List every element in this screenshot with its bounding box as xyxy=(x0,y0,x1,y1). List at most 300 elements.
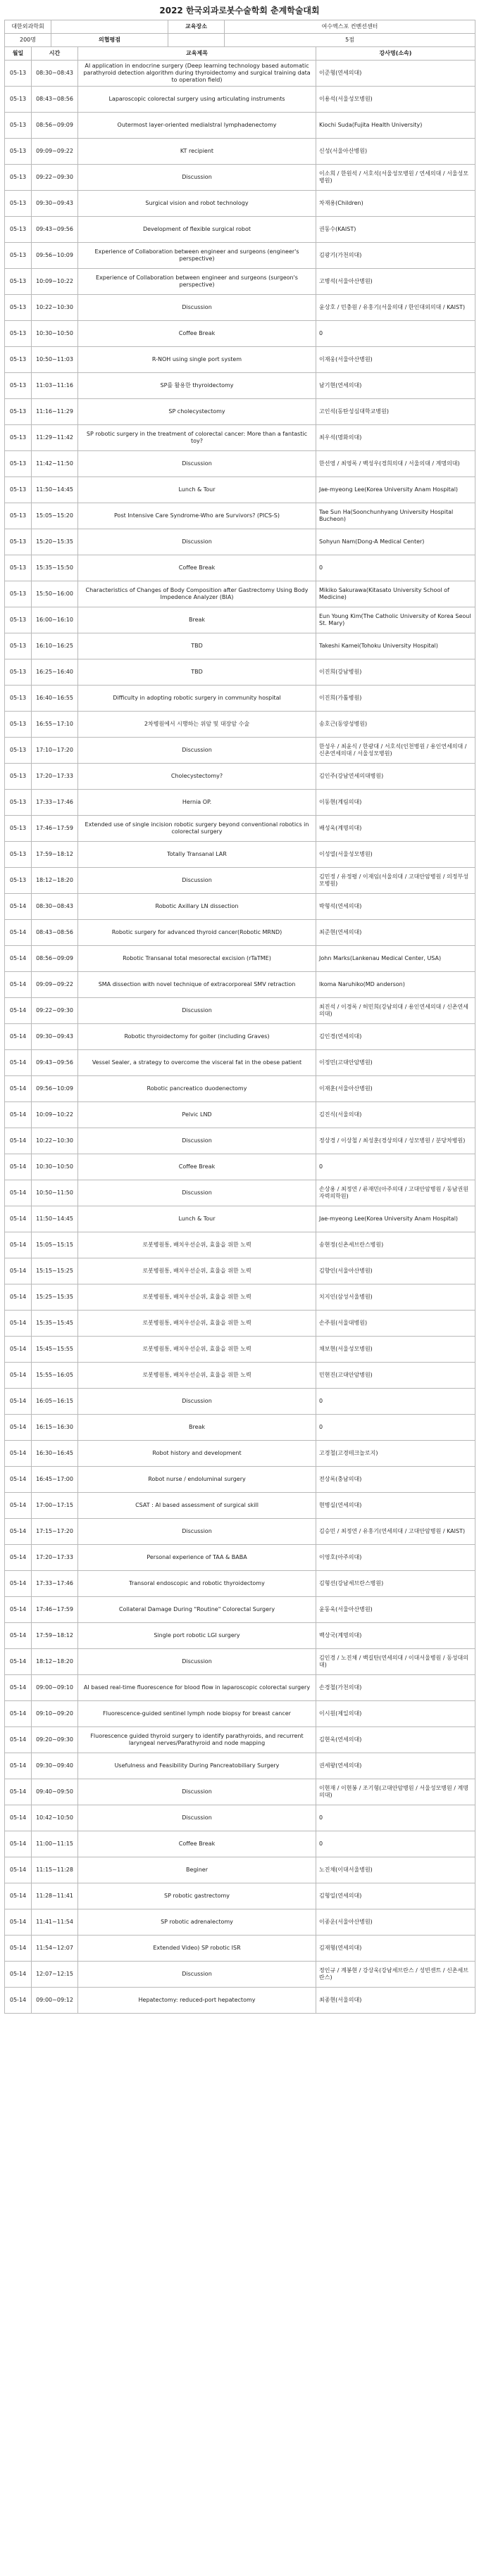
table-row xyxy=(5,1206,475,1232)
topic-cell: Discussion xyxy=(78,1649,316,1675)
speaker-cell: 채보현(서울성모병원) xyxy=(316,1337,475,1363)
header-row xyxy=(5,47,475,61)
topic-cell: Robotic surgery for advanced thyroid cancer(Robotic MRND) xyxy=(78,920,316,946)
speaker-cell: 노진채(이대서울병원) xyxy=(316,1857,475,1883)
topic-cell: CSAT : AI based assessment of surgical skill xyxy=(78,1493,316,1519)
day-cell: 05-14 xyxy=(5,1415,32,1441)
day-cell: 05-13 xyxy=(5,165,32,191)
topic-cell: TBD xyxy=(78,633,316,659)
topic-cell: SP를 활용한 thyroidectomy xyxy=(78,373,316,399)
table-row xyxy=(5,61,475,87)
empty-cell xyxy=(168,34,225,47)
time-cell: 10:09~10:22 xyxy=(32,1102,78,1128)
speaker-cell: 한선영 / 최영록 / 백성우(경희의대 / 서울의대 / 계명의대) xyxy=(316,451,475,477)
time-cell: 09:22~09:30 xyxy=(32,165,78,191)
time-cell: 10:09~10:22 xyxy=(32,269,78,295)
topic-cell: Lunch & Tour xyxy=(78,1206,316,1232)
table-row xyxy=(5,191,475,217)
time-cell: 11:41~11:54 xyxy=(32,1909,78,1936)
table-row xyxy=(5,686,475,712)
day-cell: 05-13 xyxy=(5,61,32,87)
time-cell: 16:30~16:45 xyxy=(32,1441,78,1467)
time-cell: 17:10~17:20 xyxy=(32,738,78,764)
day-cell: 05-13 xyxy=(5,425,32,451)
time-cell: 15:20~15:35 xyxy=(32,529,78,555)
topic-cell: Robotic Axillary LN dissection xyxy=(78,894,316,920)
table-row xyxy=(5,165,475,191)
day-cell: 05-14 xyxy=(5,894,32,920)
time-cell: 17:46~17:59 xyxy=(32,1597,78,1623)
day-cell: 05-13 xyxy=(5,764,32,790)
topic-cell: Cholecystectomy? xyxy=(78,764,316,790)
time-cell: 08:56~09:09 xyxy=(32,113,78,139)
day-cell: 05-14 xyxy=(5,1675,32,1701)
time-cell: 09:30~09:43 xyxy=(32,191,78,217)
time-cell: 15:55~16:05 xyxy=(32,1363,78,1389)
speaker-cell: 김인주(강남연세의대병원) xyxy=(316,764,475,790)
topic-cell: SMA dissection with novel technique of extracorporeal SMV retraction xyxy=(78,972,316,998)
speaker-cell: 정상경 / 이상철 / 최성훈(경상의대 / 성모병원 / 분당차병원) xyxy=(316,1128,475,1154)
speaker-cell: 이정민(고대안암병원) xyxy=(316,1050,475,1076)
topic-cell: Lunch & Tour xyxy=(78,477,316,503)
table-row xyxy=(5,1311,475,1337)
day-cell: 05-14 xyxy=(5,1154,32,1180)
day-cell: 05-13 xyxy=(5,399,32,425)
topic-cell: Extended Video) SP robotic ISR xyxy=(78,1936,316,1962)
topic-cell: Discussion xyxy=(78,1180,316,1206)
time-cell: 08:56~09:09 xyxy=(32,946,78,972)
speaker-cell: 최진석 / 이경록 / 허민희(강남의대 / 용인연세의대 / 신촌연세의대) xyxy=(316,998,475,1024)
header-day: 월일 xyxy=(5,47,32,61)
topic-cell: Beginer xyxy=(78,1857,316,1883)
topic-cell: Vessel Sealer, a strategy to overcome the visceral fat in the obese patient xyxy=(78,1050,316,1076)
table-row xyxy=(5,894,475,920)
table-row xyxy=(5,1441,475,1467)
topic-cell: 로봇병원통, 배치우선순위, 효율을 위한 노력 xyxy=(78,1363,316,1389)
speaker-cell: 김승민 / 최정연 / 유홍기(연세의대 / 고대안암병원 / KAIST) xyxy=(316,1519,475,1545)
time-cell: 08:43~08:56 xyxy=(32,87,78,113)
table-row xyxy=(5,1883,475,1909)
table-row xyxy=(5,764,475,790)
table-row xyxy=(5,425,475,451)
day-cell: 05-14 xyxy=(5,1857,32,1883)
time-cell: 09:30~09:43 xyxy=(32,1024,78,1050)
table-row xyxy=(5,1076,475,1102)
day-cell: 05-13 xyxy=(5,503,32,529)
day-cell: 05-13 xyxy=(5,451,32,477)
table-row xyxy=(5,1050,475,1076)
speaker-cell: 송호근(동양성병원) xyxy=(316,712,475,738)
table-row xyxy=(5,659,475,686)
empty-cell xyxy=(51,20,168,34)
topic-cell: Extended use of single incision robotic surgery beyond conventional robotics in colorectal surgery xyxy=(78,816,316,842)
info-row-venue xyxy=(5,20,475,34)
topic-cell: SP robotic gastrectomy xyxy=(78,1883,316,1909)
table-row xyxy=(5,1337,475,1363)
schedule-body xyxy=(5,61,475,2014)
day-cell: 05-14 xyxy=(5,1050,32,1076)
topic-cell: Development of flexible surgical robot xyxy=(78,217,316,243)
table-row xyxy=(5,1988,475,2014)
speaker-cell: 이준형(연세의대) xyxy=(316,61,475,87)
table-row xyxy=(5,1389,475,1415)
table-row xyxy=(5,87,475,113)
time-cell: 11:03~11:16 xyxy=(32,373,78,399)
time-cell: 08:43~08:56 xyxy=(32,920,78,946)
time-cell: 16:10~16:25 xyxy=(32,633,78,659)
speaker-cell: 송현정(신촌세브란스병원) xyxy=(316,1232,475,1258)
table-row xyxy=(5,269,475,295)
time-cell: 15:35~15:45 xyxy=(32,1311,78,1337)
day-cell: 05-14 xyxy=(5,1571,32,1597)
topic-cell: Discussion xyxy=(78,738,316,764)
day-cell: 05-14 xyxy=(5,1597,32,1623)
time-cell: 09:22~09:30 xyxy=(32,998,78,1024)
table-row xyxy=(5,347,475,373)
time-cell: 16:15~16:30 xyxy=(32,1415,78,1441)
time-cell: 08:30~08:43 xyxy=(32,61,78,87)
topic-cell: Coffee Break xyxy=(78,321,316,347)
table-row xyxy=(5,1024,475,1050)
speaker-cell: 0 xyxy=(316,1154,475,1180)
day-cell: 05-14 xyxy=(5,1649,32,1675)
score-value: 5점 xyxy=(225,34,475,47)
table-row xyxy=(5,1649,475,1675)
table-row xyxy=(5,946,475,972)
speaker-cell: 배성욱(계명의대) xyxy=(316,816,475,842)
table-row xyxy=(5,555,475,581)
speaker-cell: Jae-myeong Lee(Korea University Anam Hospital) xyxy=(316,477,475,503)
day-cell: 05-13 xyxy=(5,477,32,503)
table-row xyxy=(5,1779,475,1805)
time-cell: 11:28~11:41 xyxy=(32,1883,78,1909)
topic-cell: Discussion xyxy=(78,1519,316,1545)
day-cell: 05-14 xyxy=(5,1545,32,1571)
time-cell: 10:42~10:50 xyxy=(32,1805,78,1831)
table-row xyxy=(5,1571,475,1597)
speaker-cell: 김향인(서울아산병원) xyxy=(316,1258,475,1284)
topic-cell: Robot history and development xyxy=(78,1441,316,1467)
time-cell: 17:59~18:12 xyxy=(32,1623,78,1649)
speaker-cell: 최준현(연세의대) xyxy=(316,920,475,946)
speaker-cell: 0 xyxy=(316,1805,475,1831)
topic-cell: Hepatectomy: reduced-port hepatectomy xyxy=(78,1988,316,2014)
speaker-cell: 김형일(연세의대) xyxy=(316,1883,475,1909)
speaker-cell: 0 xyxy=(316,1831,475,1857)
day-cell: 05-13 xyxy=(5,842,32,868)
day-cell: 05-13 xyxy=(5,868,32,894)
day-cell: 05-14 xyxy=(5,1284,32,1311)
topic-cell: Laparoscopic colorectal surgery using articulating instruments xyxy=(78,87,316,113)
table-row xyxy=(5,1154,475,1180)
speaker-cell: 윤동욱(서울아산병원) xyxy=(316,1597,475,1623)
time-cell: 17:33~17:46 xyxy=(32,1571,78,1597)
speaker-cell: 이시원(제일의대) xyxy=(316,1701,475,1727)
speaker-cell: 현병실(연세의대) xyxy=(316,1493,475,1519)
table-row xyxy=(5,1519,475,1545)
day-cell: 05-14 xyxy=(5,972,32,998)
topic-cell: SP robotic surgery in the treatment of colorectal cancer: More than a fantastic toy? xyxy=(78,425,316,451)
time-cell: 16:40~16:55 xyxy=(32,686,78,712)
day-cell: 05-13 xyxy=(5,816,32,842)
topic-cell: Robot nurse / endoluminal surgery xyxy=(78,1467,316,1493)
time-cell: 09:56~10:09 xyxy=(32,243,78,269)
time-cell: 09:09~09:22 xyxy=(32,972,78,998)
topic-cell: Fluorescence guided thyroid surgery to identify parathyroids, and recurrent laryngeal nerves/Parathyroid and node mapping xyxy=(78,1727,316,1753)
speaker-cell: 고병석(서울아산병원) xyxy=(316,269,475,295)
speaker-cell: 이재훈(서울아산병원) xyxy=(316,1076,475,1102)
table-row xyxy=(5,920,475,946)
time-cell: 11:54~12:07 xyxy=(32,1936,78,1962)
topic-cell: Experience of Collaboration between engineer and surgeons (engineer's perspective) xyxy=(78,243,316,269)
speaker-cell: John Marks(Lankenau Medical Center, USA) xyxy=(316,946,475,972)
speaker-cell: 0 xyxy=(316,1389,475,1415)
speaker-cell: 이진희(강남병원) xyxy=(316,659,475,686)
time-cell: 09:09~09:22 xyxy=(32,139,78,165)
day-cell: 05-14 xyxy=(5,946,32,972)
topic-cell: Coffee Break xyxy=(78,555,316,581)
day-cell: 05-14 xyxy=(5,1363,32,1389)
speaker-cell: 이영호(아주의대) xyxy=(316,1545,475,1571)
topic-cell: Break xyxy=(78,607,316,633)
day-cell: 05-14 xyxy=(5,1831,32,1857)
table-row xyxy=(5,1180,475,1206)
day-cell: 05-14 xyxy=(5,1519,32,1545)
info-table xyxy=(4,20,475,47)
speaker-cell: 백상국(계명의대) xyxy=(316,1623,475,1649)
speaker-cell: 김형선(강남세브란스병원) xyxy=(316,1571,475,1597)
speaker-cell: Takeshi Kamei(Tohoku University Hospital) xyxy=(316,633,475,659)
topic-cell: 로봇병원통, 배치우선순위, 효율을 위한 노력 xyxy=(78,1232,316,1258)
speaker-cell: 고경철(고경테크놀로지) xyxy=(316,1441,475,1467)
day-cell: 05-13 xyxy=(5,113,32,139)
speaker-cell: Kiochi Suda(Fujita Health University) xyxy=(316,113,475,139)
speaker-cell: 박형석(연세의대) xyxy=(316,894,475,920)
day-cell: 05-14 xyxy=(5,1962,32,1988)
speaker-cell: 0 xyxy=(316,321,475,347)
day-cell: 05-14 xyxy=(5,1311,32,1337)
table-row xyxy=(5,790,475,816)
day-cell: 05-14 xyxy=(5,1258,32,1284)
topic-cell: Surgical vision and robot technology xyxy=(78,191,316,217)
topic-cell: Personal experience of TAA & BABA xyxy=(78,1545,316,1571)
day-cell: 05-14 xyxy=(5,1779,32,1805)
table-row xyxy=(5,1467,475,1493)
table-row xyxy=(5,1962,475,1988)
speaker-cell: 김광기(가천의대) xyxy=(316,243,475,269)
speaker-cell: 이성열(서울성모병원) xyxy=(316,842,475,868)
speaker-cell: 정인규 / 계봉현 / 강상욱(강남세브란스 / 성빈센트 / 신촌세브란스) xyxy=(316,1962,475,1988)
score-label: 의협평점 xyxy=(51,34,168,47)
speaker-cell: 권동수(KAIST) xyxy=(316,217,475,243)
time-cell: 11:29~11:42 xyxy=(32,425,78,451)
topic-cell: Break xyxy=(78,1415,316,1441)
table-row xyxy=(5,1545,475,1571)
day-cell: 05-13 xyxy=(5,295,32,321)
day-cell: 05-14 xyxy=(5,1206,32,1232)
time-cell: 10:50~11:50 xyxy=(32,1180,78,1206)
speaker-cell: 이소희 / 한원석 / 서호석(서울성모병원 / 연세의대 / 서울성모병원) xyxy=(316,165,475,191)
topic-cell: Robotic pancreatico duodenectomy xyxy=(78,1076,316,1102)
speaker-cell: 0 xyxy=(316,555,475,581)
table-row xyxy=(5,842,475,868)
topic-cell: Outermost layer-oriented medialstral lymphadenectomy xyxy=(78,113,316,139)
info-row-score xyxy=(5,34,475,47)
time-cell: 15:05~15:20 xyxy=(32,503,78,529)
day-cell: 05-14 xyxy=(5,1180,32,1206)
time-cell: 18:12~18:20 xyxy=(32,1649,78,1675)
table-row xyxy=(5,1102,475,1128)
topic-cell: Transoral endoscopic and robotic thyroidectomy xyxy=(78,1571,316,1597)
day-cell: 05-14 xyxy=(5,1102,32,1128)
speaker-cell: 김민정 / 유정평 / 이재임(서울의대 / 고대안암병원 / 의정부성모병원) xyxy=(316,868,475,894)
topic-cell: 로봇병원통, 배치우선순위, 효율을 위한 노력 xyxy=(78,1284,316,1311)
speaker-cell: Tae Sun Ha(Soonchunhyang University Hospital Bucheon) xyxy=(316,503,475,529)
topic-cell: Discussion xyxy=(78,1389,316,1415)
table-row xyxy=(5,1701,475,1727)
page-title: 2022 한국외과로봇수술학회 춘계학술대회 xyxy=(159,5,320,15)
table-row xyxy=(5,529,475,555)
topic-cell: Discussion xyxy=(78,1962,316,1988)
table-row xyxy=(5,1493,475,1519)
day-cell: 05-13 xyxy=(5,87,32,113)
topic-cell: Coffee Break xyxy=(78,1831,316,1857)
day-cell: 05-13 xyxy=(5,555,32,581)
day-cell: 05-13 xyxy=(5,581,32,607)
speaker-cell: 손상용 / 최정연 / 류재민(아주의대 / 고대안암병원 / 동남권원자력의학원) xyxy=(316,1180,475,1206)
time-cell: 09:43~09:56 xyxy=(32,217,78,243)
day-cell: 05-13 xyxy=(5,529,32,555)
topic-cell: Fluorescence-guided sentinel lymph node biopsy for breast cancer xyxy=(78,1701,316,1727)
table-row xyxy=(5,1753,475,1779)
speaker-cell: 최종현(서울의대) xyxy=(316,1988,475,2014)
day-cell: 05-14 xyxy=(5,1076,32,1102)
time-cell: 18:12~18:20 xyxy=(32,868,78,894)
capacity-cell: 200명 xyxy=(5,34,51,47)
day-cell: 05-14 xyxy=(5,1805,32,1831)
table-row xyxy=(5,1831,475,1857)
table-row xyxy=(5,1232,475,1258)
table-row xyxy=(5,1936,475,1962)
speaker-cell: Ikoma Naruhiko(MD anderson) xyxy=(316,972,475,998)
table-row xyxy=(5,477,475,503)
table-row xyxy=(5,1415,475,1441)
speaker-cell: 신성(서울아산병원) xyxy=(316,139,475,165)
day-cell: 05-13 xyxy=(5,373,32,399)
speaker-cell: 최우석(명화의대) xyxy=(316,425,475,451)
day-cell: 05-14 xyxy=(5,1623,32,1649)
speaker-cell: 이재웅(서울아산병원) xyxy=(316,347,475,373)
venue-label: 교육장소 xyxy=(168,20,225,34)
table-row xyxy=(5,1675,475,1701)
topic-cell: Experience of Collaboration between engineer and surgeons (surgeon's perspective) xyxy=(78,269,316,295)
table-row xyxy=(5,399,475,425)
time-cell: 16:00~16:10 xyxy=(32,607,78,633)
speaker-cell: 남기현(연세의대) xyxy=(316,373,475,399)
table-row xyxy=(5,1909,475,1936)
day-cell: 05-14 xyxy=(5,1883,32,1909)
topic-cell: Discussion xyxy=(78,1805,316,1831)
topic-cell: Post Intensive Care Syndrome-Who are Survivors? (PICS-S) xyxy=(78,503,316,529)
speaker-cell: Mikiko Sakurawa(Kitasato University School of Medicine) xyxy=(316,581,475,607)
table-row xyxy=(5,607,475,633)
table-row xyxy=(5,139,475,165)
speaker-cell: 민현진(고대안암병원) xyxy=(316,1363,475,1389)
topic-cell: Discussion xyxy=(78,1128,316,1154)
speaker-cell: 이현재 / 이현봉 / 조기형(고대안암병원 / 서울성모병원 / 계명의대) xyxy=(316,1779,475,1805)
day-cell: 05-14 xyxy=(5,1389,32,1415)
table-row xyxy=(5,451,475,477)
day-cell: 05-14 xyxy=(5,1753,32,1779)
topic-cell: Usefulness and Feasibility During Pancreatobiliary Surgery xyxy=(78,1753,316,1779)
time-cell: 11:16~11:29 xyxy=(32,399,78,425)
time-cell: 15:25~15:35 xyxy=(32,1284,78,1311)
time-cell: 09:00~09:12 xyxy=(32,1988,78,2014)
venue-value: 여수엑스포 컨벤션센터 xyxy=(225,20,475,34)
day-cell: 05-14 xyxy=(5,1936,32,1962)
time-cell: 15:05~15:15 xyxy=(32,1232,78,1258)
time-cell: 09:30~09:40 xyxy=(32,1753,78,1779)
table-row xyxy=(5,633,475,659)
table-row xyxy=(5,1363,475,1389)
speaker-cell: 이종운(서울아산병원) xyxy=(316,1909,475,1936)
time-cell: 09:40~09:50 xyxy=(32,1779,78,1805)
day-cell: 05-13 xyxy=(5,139,32,165)
day-cell: 05-14 xyxy=(5,920,32,946)
day-cell: 05-14 xyxy=(5,1441,32,1467)
time-cell: 09:00~09:10 xyxy=(32,1675,78,1701)
speaker-cell: 손경철(가천의대) xyxy=(316,1675,475,1701)
topic-cell: Discussion xyxy=(78,295,316,321)
speaker-cell: 권세왕(연세의대) xyxy=(316,1753,475,1779)
table-row xyxy=(5,816,475,842)
speaker-cell: 윤상호 / 민충원 / 유홍기(서울의대 / 한인대외의대 / KAIST) xyxy=(316,295,475,321)
topic-cell: 로봇병원통, 배치우선순위, 효율을 위한 노력 xyxy=(78,1258,316,1284)
topic-cell: Discussion xyxy=(78,998,316,1024)
time-cell: 10:30~10:50 xyxy=(32,321,78,347)
time-cell: 12:07~12:15 xyxy=(32,1962,78,1988)
table-row xyxy=(5,1727,475,1753)
time-cell: 15:50~16:00 xyxy=(32,581,78,607)
time-cell: 16:25~16:40 xyxy=(32,659,78,686)
day-cell: 05-13 xyxy=(5,712,32,738)
table-row xyxy=(5,113,475,139)
table-row xyxy=(5,295,475,321)
time-cell: 17:00~17:15 xyxy=(32,1493,78,1519)
time-cell: 15:35~15:50 xyxy=(32,555,78,581)
time-cell: 10:22~10:30 xyxy=(32,1128,78,1154)
topic-cell: R-NOH using single port system xyxy=(78,347,316,373)
day-cell: 05-14 xyxy=(5,1232,32,1258)
time-cell: 17:33~17:46 xyxy=(32,790,78,816)
day-cell: 05-14 xyxy=(5,1988,32,2014)
speaker-cell: 전상록(충남의대) xyxy=(316,1467,475,1493)
day-cell: 05-14 xyxy=(5,1467,32,1493)
speaker-cell: Sohyun Nam(Dong-A Medical Center) xyxy=(316,529,475,555)
time-cell: 11:50~14:45 xyxy=(32,1206,78,1232)
time-cell: 09:43~09:56 xyxy=(32,1050,78,1076)
speaker-cell: Jae-myeong Lee(Korea University Anam Hospital) xyxy=(316,1206,475,1232)
speaker-cell: 김현욱(연세의대) xyxy=(316,1727,475,1753)
topic-cell: 로봇병원통, 배치우선순위, 효율을 위한 노력 xyxy=(78,1337,316,1363)
day-cell: 05-14 xyxy=(5,1701,32,1727)
time-cell: 09:56~10:09 xyxy=(32,1076,78,1102)
table-row xyxy=(5,1805,475,1831)
time-cell: 09:20~09:30 xyxy=(32,1727,78,1753)
speaker-cell: 김진식(서울의대) xyxy=(316,1102,475,1128)
time-cell: 11:00~11:15 xyxy=(32,1831,78,1857)
speaker-cell: 김재형(연세의대) xyxy=(316,1936,475,1962)
